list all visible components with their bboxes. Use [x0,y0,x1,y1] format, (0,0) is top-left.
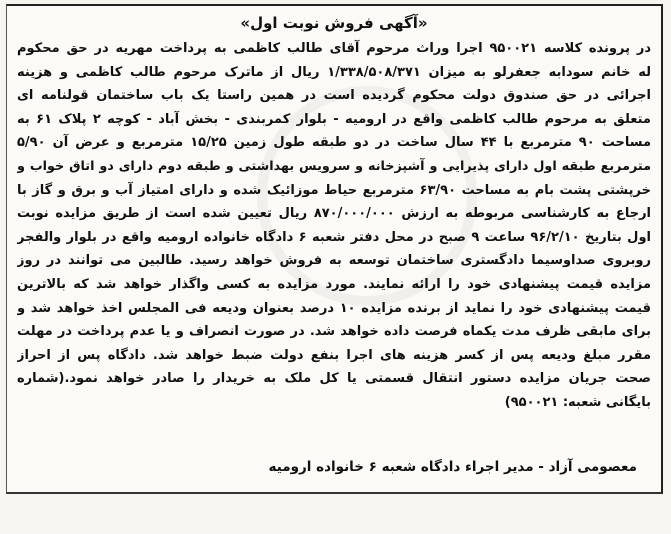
auction-notice-box [6,4,663,494]
notice-signature: معصومی آزاد - مدیر اجراء دادگاه شعبه ۶ خانواده ارومیه [268,459,637,475]
notice-line: قیمت پیشنهادی خود را نماید از برنده مزایده ۱۰ درصد بعنوان ودیعه فی المجلس اخذ خواهد شد و [17,300,651,316]
notice-line: بایگانی شعبه: ۹۵۰۰۲۱) [504,394,651,410]
notice-line: متعلق به مرحوم طالب کاظمی واقع در ارومیه - بلوار کمربندی - بخش آباد - کوچه ۲ پلاک ۶۱ به [17,111,651,127]
notice-line: خرپشتی پشت بام به مساحت ۶۳/۹۰ مترمربع حیاط موزائیک شده و دارای امتیاز آب و برق و گاز با [17,182,651,198]
notice-line: له خانم سودابه جعفرلو به میزان ۱/۳۳۸/۵۰۸/۳۷۱ ریال از ماترک مرحوم طالب کاظمی و هزینه [17,64,651,80]
notice-line: ارجاع به کارشناسی مربوطه به ارزش ۸۷۰/۰۰۰/۰۰۰ ریال تعیین شده است از طریق مزایده نوبت [17,206,651,222]
notice-line: مساحت ۹۰ مترمربع با ۴۴ سال ساخت در دو طبقه طول زمین ۱۵/۲۵ مترمربع و عرض آن ۵/۹۰ [17,135,651,151]
notice-line: مترمربع طبقه اول دارای پذیرایی و آشپزخانه و سرویس بهداشتی و طبقه دوم دارای دو اتاق خواب و [17,158,651,174]
notice-line: اجرائی در حق صندوق دولت محکوم گردیده است در همین راستا یک باب ساختمان قولنامه ای [17,88,651,104]
notice-line: برای مابقی ظرف مدت یکماه فرصت داده خواهد شد. در صورت انصراف و یا عدم پرداخت در مهلت [17,324,651,340]
notice-line: در پرونده کلاسه ۹۵۰۰۲۱ اجرا وراث مرحوم آقای طالب کاظمی به پرداخت مهریه در حق محکوم [17,41,651,56]
notice-line: اول بتاریخ ۹۶/۲/۱۰ ساعت ۹ صبح در محل دفتر شعبه ۶ دادگاه خانواده ارومیه واقع در بلوار والفجر [17,229,651,245]
notice-body [17,37,651,415]
notice-title: «آگهی فروش نوبت اول» [240,14,428,32]
notice-line: مقرر مبلغ ودیعه پس از کسر هزینه های اجرا بنفع دولت ضبط خواهد شد. دادگاه پس از احراز [17,347,651,363]
notice-line: روبروی صداوسیما دادگستری ساختمان توسعه به فروش خواهد رسید. طالبین می توانند در روز [17,253,651,269]
notice-line: مزایده قیمت پیشنهادی خود را ارائه نمایند. مورد مزایده به کسی واگذار خواهد شد که بالاترین [17,276,651,292]
notice-line: صحت جریان مزایده دستور انتقال قسمتی یا کل ملک به خریدار را صادر خواهد نمود.(شماره [17,371,651,387]
